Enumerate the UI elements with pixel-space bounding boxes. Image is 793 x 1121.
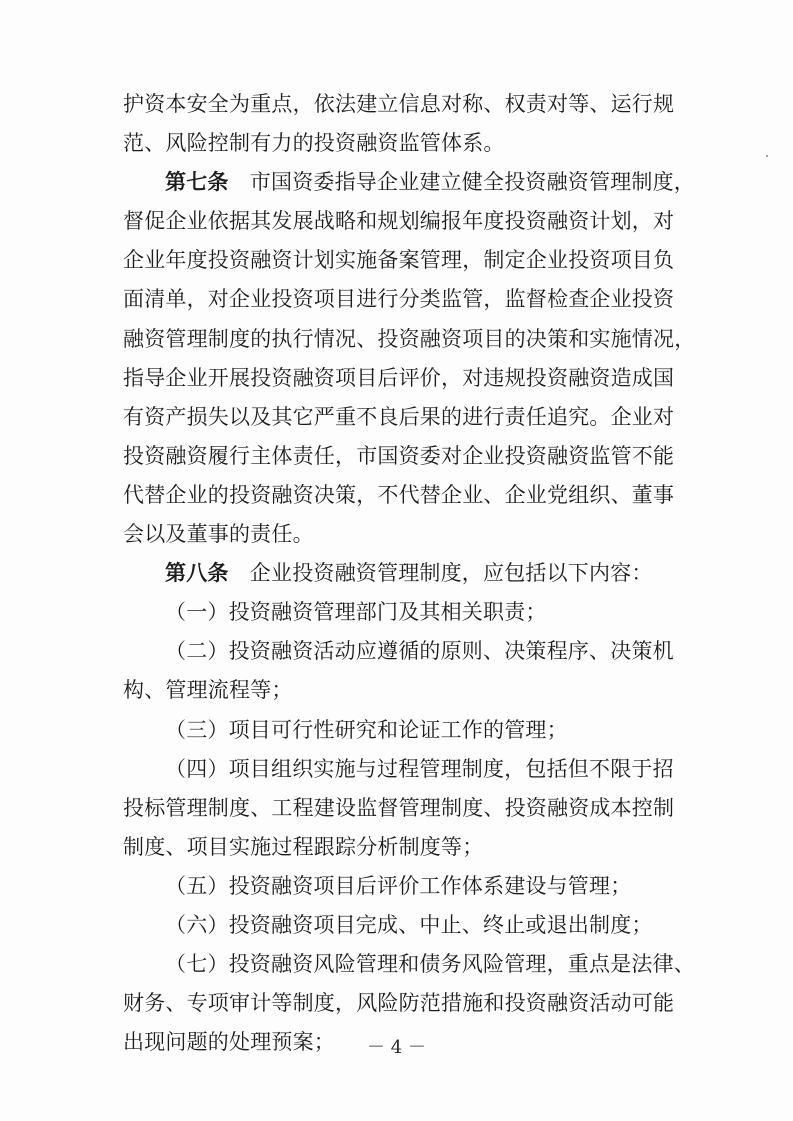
- line-text: （三）项目可行性研究和论证工作的管理；: [165, 717, 568, 742]
- text-line: [123, 124, 671, 163]
- line-text: 督促企业依据其发展战略和规划编报年度投资融资计划，对: [123, 209, 675, 234]
- text-line: [123, 828, 671, 867]
- page-number: － 4 －: [367, 1037, 426, 1058]
- text-line: [123, 280, 675, 319]
- text-line: [123, 711, 671, 750]
- line-text: （五）投资融资项目后评价工作体系建设与管理；: [165, 873, 632, 898]
- line-text: （七）投资融资风险管理和债务风险管理，重点是法律、: [165, 952, 695, 977]
- text-line: [123, 320, 696, 359]
- line-text: 市国资委指导企业建立健全投资融资管理制度，: [228, 170, 696, 195]
- text-line: [123, 750, 674, 789]
- text-line: [123, 632, 674, 671]
- text-line: [123, 163, 696, 202]
- text-line: [123, 984, 675, 1023]
- text-line: [123, 593, 671, 632]
- text-line: [123, 359, 675, 398]
- line-text: 护资本安全为重点，依法建立信息对称、权责对等、运行规: [123, 92, 675, 116]
- scan-speck: [766, 155, 768, 157]
- text-line: [123, 789, 675, 828]
- text-line: [123, 554, 671, 593]
- line-text: 范、风险控制有力的投资融资监管体系。: [123, 131, 505, 156]
- line-text: （六）投资融资项目完成、中止、终止或退出制度；: [165, 912, 653, 937]
- article-heading: 第七条: [165, 170, 229, 195]
- text-line: [123, 241, 675, 280]
- line-text: 出现问题的处理预案；: [123, 1030, 335, 1055]
- line-text: 面清单，对企业投资项目进行分类监管，监督检查企业投资: [123, 287, 675, 312]
- line-text: 有资产损失以及其它严重不良后果的进行责任追究。企业对: [123, 404, 675, 429]
- line-text: 指导企业开展投资融资项目后评价，对违规投资融资造成国: [123, 365, 675, 390]
- line-text: 投资融资履行主体责任，市国资委对企业投资融资监管不能: [123, 443, 675, 468]
- line-text: 投标管理制度、工程建设监督管理制度、投资融资成本控制: [123, 795, 675, 820]
- article-heading: 第八条: [165, 561, 229, 586]
- text-line: [123, 906, 671, 945]
- line-text: 企业年度投资融资计划实施备案管理，制定企业投资项目负: [123, 248, 675, 273]
- line-text: 代替企业的投资融资决策，不代替企业、企业党组织、董事: [123, 482, 675, 507]
- line-text: 构、管理流程等；: [123, 678, 293, 703]
- text-line: [123, 437, 675, 476]
- text-line: [123, 867, 671, 906]
- text-line: [123, 476, 675, 515]
- line-text: 制度、项目实施过程跟踪分析制度等；: [123, 834, 484, 859]
- line-text: （四）项目组织实施与过程管理制度，包括但不限于招: [165, 756, 674, 781]
- line-text: （二）投资融资活动应遵循的原则、决策程序、决策机: [165, 639, 674, 664]
- text-line: [123, 671, 671, 710]
- line-text: （一）投资融资管理部门及其相关职责；: [165, 600, 547, 625]
- text-line: [123, 945, 695, 984]
- line-text: 融资管理制度的执行情况、投资融资项目的决策和实施情况，: [123, 326, 696, 351]
- line-text: 会以及董事的责任。: [123, 522, 314, 547]
- line-text: 财务、专项审计等制度，风险防范措施和投资融资活动可能: [123, 991, 675, 1016]
- text-line: [123, 515, 671, 554]
- text-line: [123, 85, 675, 124]
- document-body: [123, 85, 696, 1062]
- text-line: [123, 398, 675, 437]
- line-text: 企业投资融资管理制度，应包括以下内容：: [228, 561, 653, 586]
- text-line: [123, 202, 675, 241]
